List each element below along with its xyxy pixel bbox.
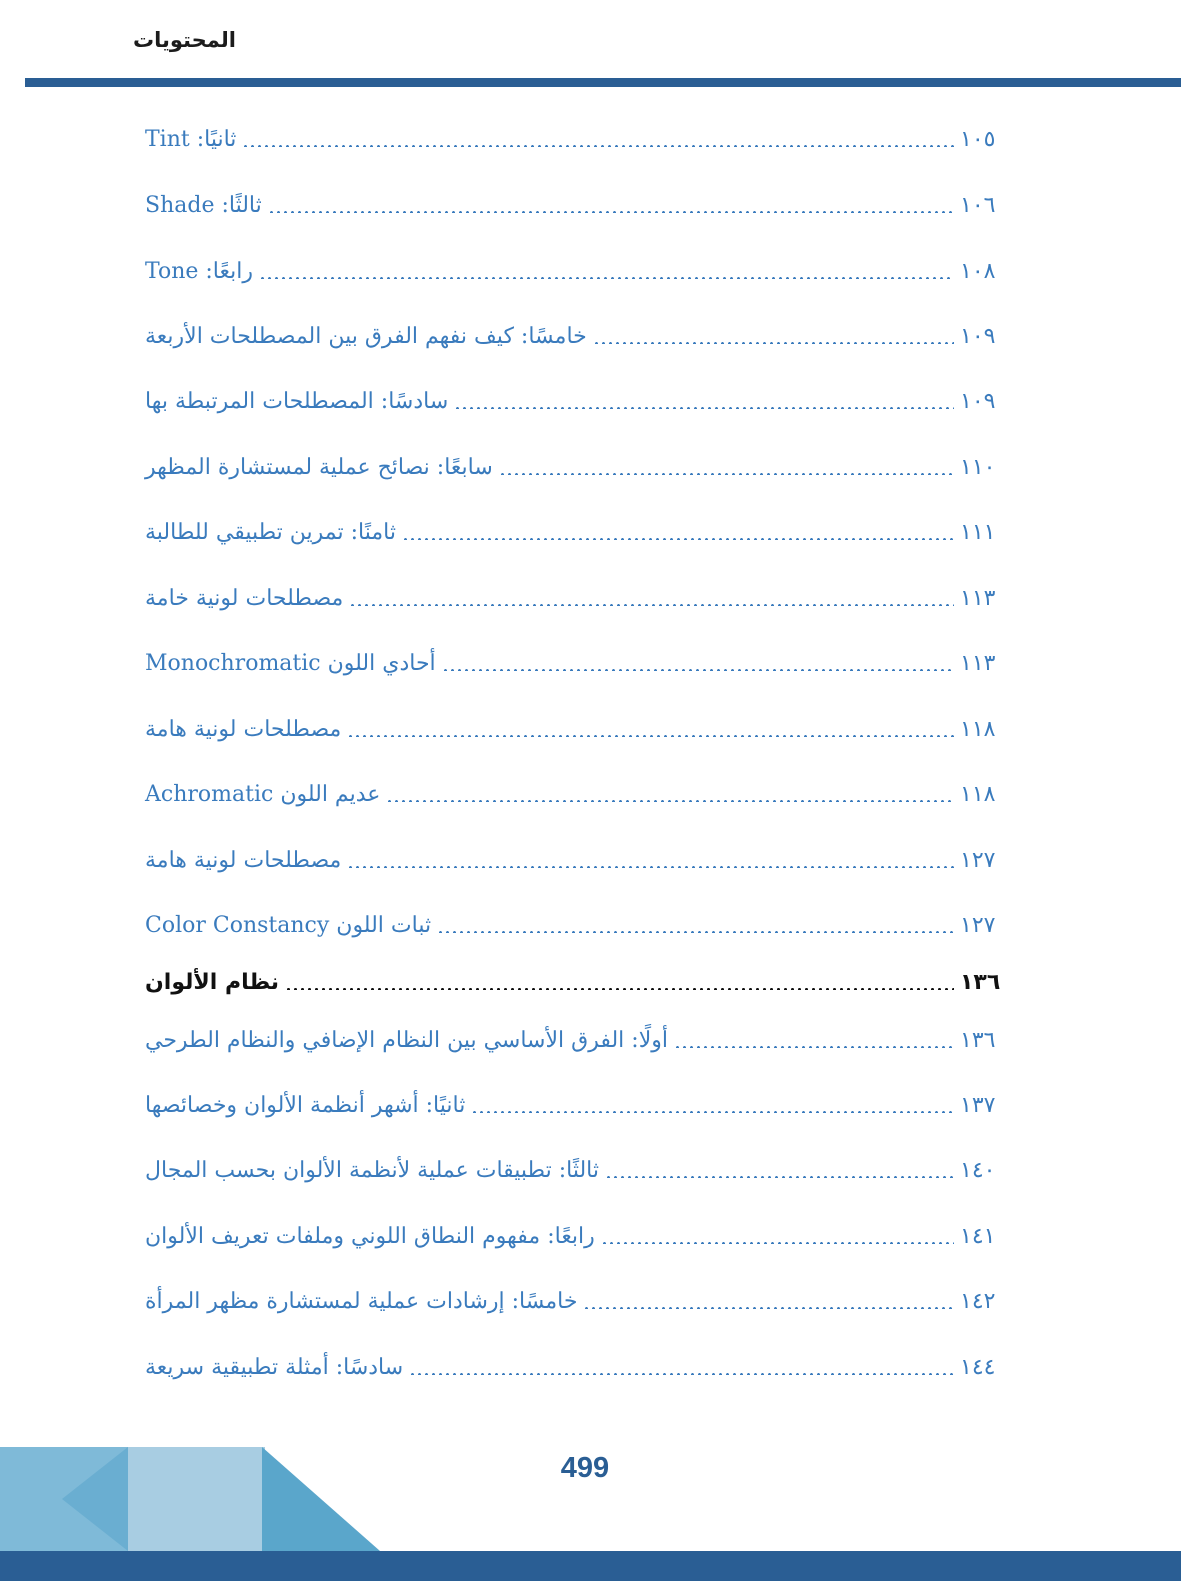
toc-dot-leader [386,800,954,802]
toc-entry-title: سادسًا: المصطلحات المرتبطة بها [145,388,449,414]
toc-entry-title: ثالثًا: تطبيقات عملية لأنظمة الألوان بحسب المجال [145,1157,599,1183]
toc-entry[interactable] [137,1347,1012,1387]
toc-dot-leader [242,145,954,147]
toc-dot-leader [601,1242,954,1244]
toc-dot-leader [471,1111,954,1113]
toc-entry[interactable] [137,447,1012,487]
toc-entry[interactable] [137,1020,1012,1060]
toc-entry[interactable] [137,316,1012,356]
toc-entry-page: ١١٠ [960,454,996,480]
toc-entry-page: ١٣٦ [960,969,1001,995]
toc-entry-title: سادسًا: أمثلة تطبيقية سريعة [145,1354,404,1380]
toc-entry-title: خامسًا: إرشادات عملية لمستشارة مظهر المرأة [145,1288,578,1314]
toc-dot-leader [437,931,954,933]
toc-entry-title: مصطلحات لونية خامة [145,585,344,611]
toc-entry-title: عديم اللون Achromatic [145,781,381,807]
toc-entry-title: نظام الألوان [145,969,280,995]
toc-dot-leader [285,988,954,990]
toc-entry-title: ثانيًا: Tint [145,126,237,152]
toc-entry[interactable] [137,512,1012,552]
page-title: المحتويات [133,28,236,52]
toc-dot-leader [499,473,954,475]
toc-entry[interactable] [137,643,1012,683]
toc-entry-title: أحادي اللون Monochromatic [145,650,436,676]
toc-entry[interactable] [137,905,1012,945]
footer-bar [0,1551,1181,1581]
toc-dot-leader [674,1046,954,1048]
toc-entry-title: رابعًا: Tone [145,258,253,284]
toc-entry-page: ١٤٤ [960,1354,996,1380]
toc-dot-leader [259,277,954,279]
toc-entry[interactable] [137,381,1012,421]
toc-dot-leader [347,735,954,737]
toc-dot-leader [347,866,954,868]
toc-entry-page: ١١٨ [960,716,996,742]
toc-entry-page: ١٤٢ [960,1288,996,1314]
toc-entry-page: ١٠٩ [960,323,996,349]
footer-triangle [262,1447,380,1551]
toc-entry-title: أولًا: الفرق الأساسي بين النظام الإضافي والنظام الطرحي [145,1027,668,1053]
toc-entry-page: ١٤١ [960,1223,996,1249]
toc-entry-title: مصطلحات لونية هامة [145,716,342,742]
toc-entry-page: ١٠٩ [960,388,996,414]
toc-dot-leader [402,538,954,540]
toc-entry-page: ١١٨ [960,781,996,807]
toc-dot-leader [454,407,954,409]
toc-entry-page: ١٣٧ [960,1092,996,1118]
toc-entry-page: ١١٣ [960,650,996,676]
toc-entry-page: ١٠٨ [960,258,996,284]
toc-entry[interactable] [137,774,1012,814]
toc-entry-page: ١٣٦ [960,1027,996,1053]
toc-entry[interactable] [137,251,1012,291]
toc-entry-page: ١٤٠ [960,1157,996,1183]
toc-entry-page: ١١١ [960,519,996,545]
toc-entry[interactable] [137,1281,1012,1321]
toc-dot-leader [349,604,954,606]
toc-dot-leader [409,1373,954,1375]
toc-entry-title: مصطلحات لونية هامة [145,847,342,873]
toc-entry-title: ثانيًا: أشهر أنظمة الألوان وخصائصها [145,1092,466,1118]
toc-entry-page: ١٠٦ [960,192,996,218]
page-number: 499 [560,1452,610,1484]
toc-section-heading[interactable] [137,962,1012,1002]
toc-entry[interactable] [137,119,1012,159]
toc-entry-title: ثالثًا: Shade [145,192,262,218]
toc-entry-title: خامسًا: كيف نفهم الفرق بين المصطلحات الأربعة [145,323,587,349]
toc-entry[interactable] [137,1085,1012,1125]
toc-dot-leader [593,342,954,344]
toc-dot-leader [268,211,954,213]
toc-entry-title: سابعًا: نصائح عملية لمستشارة المظهر [145,454,493,480]
toc-dot-leader [442,669,954,671]
toc-entry-page: ١٠٥ [960,126,996,152]
toc-entry[interactable] [137,840,1012,880]
toc-entry-title: ثبات اللون Color Constancy [145,912,432,938]
toc-entry-title: ثامنًا: تمرين تطبيقي للطالبة [145,519,396,545]
toc-entry[interactable] [137,1216,1012,1256]
toc-entry[interactable] [137,185,1012,225]
toc-entry-page: ١١٣ [960,585,996,611]
toc-entry-page: ١٢٧ [960,847,996,873]
toc-entry[interactable] [137,709,1012,749]
toc-entry[interactable] [137,578,1012,618]
toc-dot-leader [605,1176,954,1178]
toc-entry[interactable] [137,1150,1012,1190]
toc-entry-page: ١٢٧ [960,912,996,938]
toc-entry-title: رابعًا: مفهوم النطاق اللوني وملفات تعريف الألوان [145,1223,595,1249]
footer-decoration [0,1447,380,1551]
toc-dot-leader [583,1307,954,1309]
